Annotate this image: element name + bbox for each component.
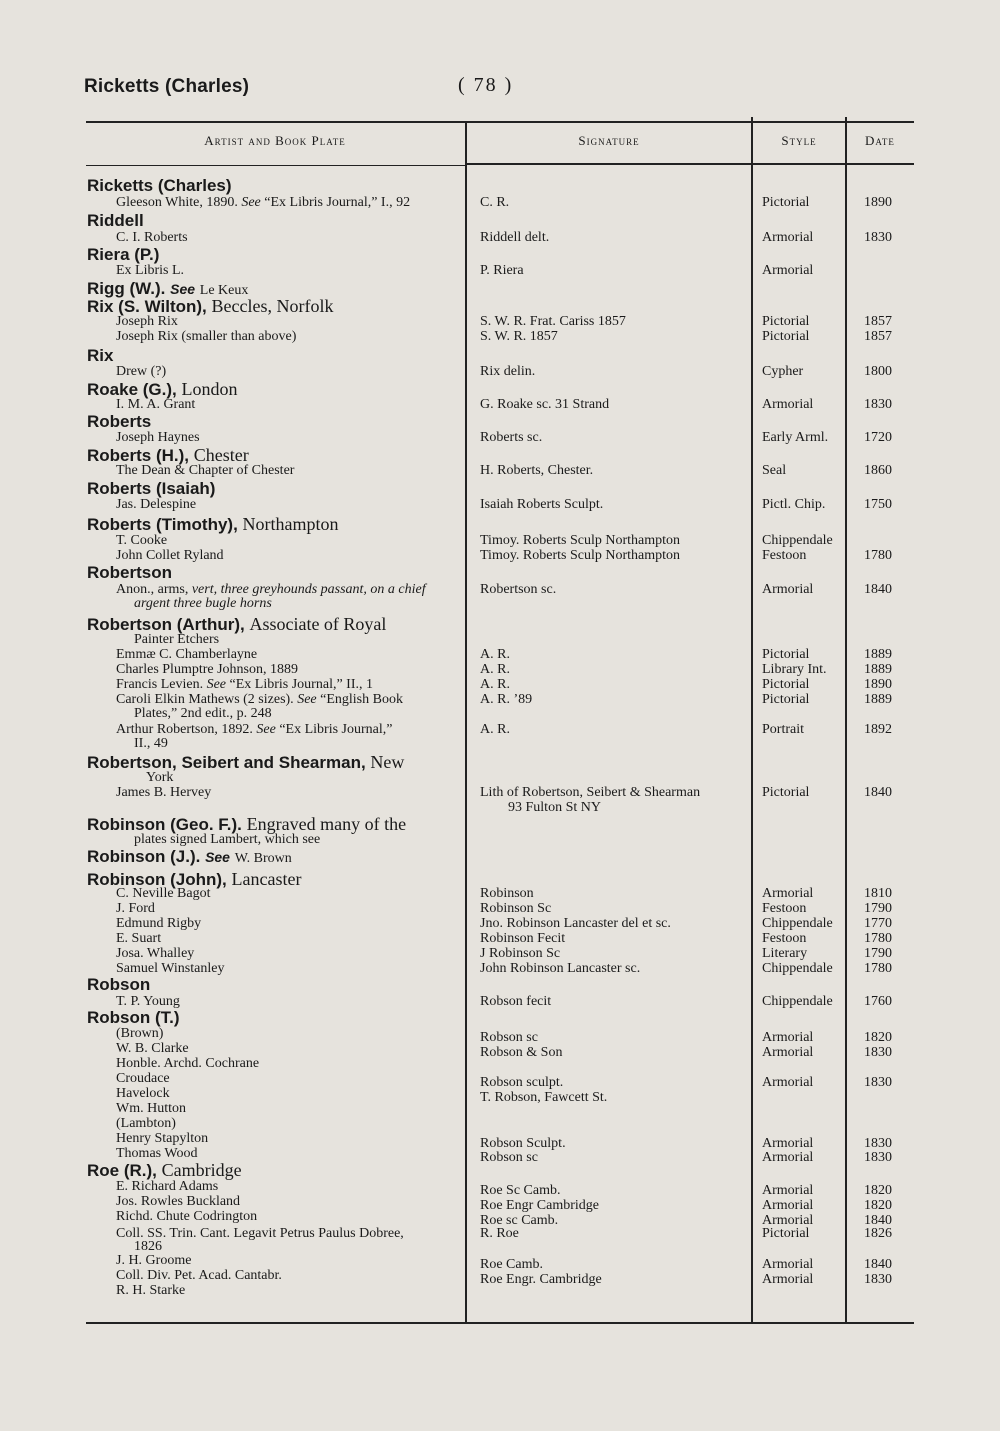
- date-cell: 1810: [864, 886, 892, 901]
- plate-owner: [134, 832, 320, 847]
- plate-owner: [116, 1253, 191, 1268]
- signature-cell: Rix delin.: [480, 364, 536, 379]
- owner-name: Emmæ C. Chamberlayne: [116, 647, 258, 662]
- heading-detail: Beccles, Norfolk: [211, 296, 334, 316]
- plate-owner: [116, 1131, 208, 1146]
- style-cell: Seal: [762, 463, 787, 478]
- entry-heading: [87, 1009, 180, 1027]
- date-cell: 1780: [864, 961, 892, 976]
- date-cell: 1857: [864, 314, 892, 329]
- style-cell: Portrait: [762, 722, 804, 737]
- entry-heading: [87, 564, 172, 582]
- owner-name: Coll. SS. Trin. Cant. Legavit Petrus Paulus Dobree,: [116, 1226, 404, 1241]
- see-reference-label: See: [206, 677, 227, 692]
- style-cell: Cypher: [762, 364, 804, 379]
- owner-name: W. B. Clarke: [116, 1041, 189, 1056]
- date-cell: 1889: [864, 692, 892, 707]
- signature-cell: Roe sc Camb.: [480, 1213, 559, 1228]
- signature-cell: Robson fecit: [480, 994, 552, 1009]
- owner-name: E. Suart: [116, 931, 162, 946]
- signature-cell: Riddell delt.: [480, 230, 550, 245]
- signature-cell: Robson sc: [480, 1150, 538, 1165]
- owner-name: Jos. Rowles Buckland: [116, 1194, 241, 1209]
- owner-name: R. H. Starke: [116, 1283, 186, 1298]
- signature-cell: A. R.: [480, 677, 510, 692]
- owner-name: Honble. Archd. Cochrane: [116, 1056, 260, 1071]
- heading-name: Robinson (J.).: [87, 847, 201, 866]
- plate-owner: [134, 736, 168, 751]
- plate-owner: [134, 1239, 162, 1254]
- plate-owner: [116, 497, 196, 512]
- heading-detail: Cambridge: [161, 1160, 242, 1180]
- style-cell: Armorial: [762, 263, 814, 278]
- plate-owner: [116, 1179, 218, 1194]
- style-cell: Early Arml.: [762, 430, 829, 445]
- style-cell: Armorial: [762, 1136, 814, 1151]
- style-cell: Armorial: [762, 1213, 814, 1228]
- heading-name: Robertson, Seibert and Shearman,: [87, 753, 366, 772]
- date-cell: 1820: [864, 1030, 892, 1045]
- owner-name: Gleeson White, 1890.: [116, 195, 238, 210]
- signature-cell: R. Roe: [480, 1226, 519, 1241]
- plate-owner: [116, 946, 194, 961]
- heading-name: Robson (T.): [87, 1008, 180, 1027]
- plate-owner: [116, 886, 211, 901]
- owner-name: Coll. Div. Pet. Acad. Cantabr.: [116, 1268, 282, 1283]
- signature-cell: P. Riera: [480, 263, 524, 278]
- plate-owner: [116, 1041, 189, 1056]
- owner-name: Croudace: [116, 1071, 170, 1086]
- plate-owner: [116, 994, 180, 1009]
- date-cell: 1830: [864, 397, 892, 412]
- heading-name: Robertson (Arthur),: [87, 615, 245, 634]
- signature-cell: Robson sc: [480, 1030, 538, 1045]
- signature-cell: Lith of Robertson, Seibert & Shearman: [480, 785, 701, 800]
- owner-name: Plates,” 2nd edit., p. 248: [134, 706, 272, 721]
- signature-cell: Robinson Fecit: [480, 931, 566, 946]
- date-cell: 1830: [864, 1136, 892, 1151]
- plate-owner: [116, 230, 188, 245]
- signature-cell: 93 Fulton St NY: [508, 800, 601, 815]
- plate-owner: [116, 1194, 240, 1209]
- plate-owner: [134, 706, 272, 721]
- style-cell: Armorial: [762, 1183, 814, 1198]
- owner-name: I. M. A. Grant: [116, 397, 196, 412]
- see-reference-label: See: [170, 281, 196, 297]
- entry-heading: [87, 413, 151, 431]
- owner-name: Francis Levien.: [116, 677, 204, 692]
- date-cell: 1840: [864, 582, 892, 597]
- see-reference: “Ex Libris Journal,” II., 1: [229, 677, 373, 692]
- plate-owner: [116, 364, 166, 379]
- style-cell: Pictorial: [762, 785, 810, 800]
- entry-heading: [87, 976, 150, 994]
- owner-name: Richd. Chute Codrington: [116, 1209, 258, 1224]
- style-cell: Armorial: [762, 1045, 814, 1060]
- heading-name: Roberts (Isaiah): [87, 479, 216, 498]
- signature-cell: John Robinson Lancaster sc.: [480, 961, 641, 976]
- see-reference: “Ex Libris Journal,” I., 92: [264, 195, 411, 210]
- style-cell: Festoon: [762, 931, 807, 946]
- date-cell: 1840: [864, 1213, 892, 1228]
- plate-owner: [116, 662, 298, 677]
- style-cell: Armorial: [762, 230, 814, 245]
- heading-name: Rix: [87, 346, 114, 365]
- plate-owner: [116, 195, 410, 210]
- plate-owner: [116, 1268, 282, 1283]
- heading-detail: London: [181, 379, 238, 399]
- heading-name: Roe (R.),: [87, 1161, 157, 1180]
- owner-name: Thomas Wood: [116, 1146, 198, 1161]
- style-cell: Festoon: [762, 901, 807, 916]
- table-header-rule: [86, 165, 466, 166]
- date-cell: 1770: [864, 916, 892, 931]
- signature-cell: Robson Sculpt.: [480, 1136, 566, 1151]
- style-cell: Pictl. Chip.: [762, 497, 826, 512]
- style-cell: Armorial: [762, 1075, 814, 1090]
- style-cell: Armorial: [762, 397, 814, 412]
- heading-name: Roberts (H.),: [87, 446, 189, 465]
- style-cell: Chippendale: [762, 961, 833, 976]
- owner-name: T. P. Young: [116, 994, 180, 1009]
- plate-owner: [116, 1116, 176, 1131]
- style-cell: Library Int.: [762, 662, 827, 677]
- date-cell: 1860: [864, 463, 892, 478]
- owner-name: Arthur Robertson, 1892.: [116, 722, 253, 737]
- plate-owner: [134, 632, 219, 647]
- date-cell: 1890: [864, 677, 892, 692]
- owner-name: James B. Hervey: [116, 785, 212, 800]
- blazon-text: argent three bugle horns: [134, 596, 272, 611]
- heading-detail: Engraved many of the: [246, 814, 407, 834]
- column-header-date: Date: [865, 133, 895, 148]
- plate-owner: [116, 463, 294, 478]
- see-reference: W. Brown: [234, 851, 292, 866]
- plate-owner: [116, 1071, 170, 1086]
- date-cell: 1780: [864, 931, 892, 946]
- date-cell: 1780: [864, 548, 892, 563]
- heading-detail: New: [370, 752, 405, 772]
- plate-owner: [116, 785, 211, 800]
- owner-name: 1826: [134, 1239, 162, 1254]
- owner-name: Henry Stapylton: [116, 1131, 209, 1146]
- owner-name: Jas. Delespine: [116, 497, 197, 512]
- plate-owner: [116, 647, 257, 662]
- signature-cell: Roe Camb.: [480, 1257, 543, 1272]
- signature-cell: C. R.: [480, 195, 510, 210]
- entry-heading: [87, 347, 113, 365]
- signature-cell: Roberts sc.: [480, 430, 543, 445]
- signature-cell: G. Roake sc. 31 Strand: [480, 397, 610, 412]
- see-reference-label: See: [256, 722, 276, 737]
- plate-owner: [116, 1086, 170, 1101]
- date-cell: 1820: [864, 1183, 892, 1198]
- entry-heading: [87, 480, 215, 498]
- plate-owner: [146, 770, 173, 785]
- date-cell: 1889: [864, 662, 892, 677]
- owner-name: Edmund Rigby: [116, 916, 202, 931]
- heading-detail: Lancaster: [231, 869, 302, 889]
- plate-owner: [116, 263, 184, 278]
- see-reference: “English Book: [320, 692, 403, 707]
- style-cell: Armorial: [762, 1257, 814, 1272]
- style-cell: Armorial: [762, 582, 814, 597]
- heading-detail: Chester: [193, 445, 249, 465]
- owner-name: Wm. Hutton: [116, 1101, 186, 1116]
- owner-name: Charles Plumptre Johnson, 1889: [116, 662, 298, 677]
- owner-name: Anon., arms,: [116, 582, 189, 597]
- owner-name: Painter Etchers: [134, 632, 220, 647]
- entry-heading: [87, 753, 404, 772]
- owner-name: The Dean & Chapter of Chester: [116, 463, 295, 478]
- signature-cell: Timoy. Roberts Sculp Northampton: [480, 533, 681, 548]
- plate-owner: [116, 1026, 163, 1041]
- style-cell: Chippendale: [762, 916, 833, 931]
- heading-name: Rigg (W.).: [87, 279, 166, 298]
- date-cell: 1830: [864, 1045, 892, 1060]
- style-cell: Chippendale: [762, 994, 833, 1009]
- signature-cell: A. R.: [480, 662, 510, 677]
- owner-name: Joseph Rix: [116, 314, 178, 329]
- owner-name: John Collet Ryland: [116, 548, 224, 563]
- signature-cell: Robertson sc.: [480, 582, 557, 597]
- owner-name: J. Ford: [116, 901, 155, 916]
- date-cell: 1720: [864, 430, 892, 445]
- plate-owner: [116, 329, 296, 344]
- see-reference: Le Keux: [199, 283, 249, 298]
- column-header-style: Style: [781, 133, 817, 148]
- plate-owner: [116, 533, 167, 548]
- owner-name: Drew (?): [116, 364, 167, 379]
- signature-cell: Robson sculpt.: [480, 1075, 564, 1090]
- plate-owner: [134, 596, 272, 611]
- plate-owner: [116, 397, 195, 412]
- page-number: ( 78 ): [458, 74, 514, 96]
- date-cell: 1790: [864, 901, 892, 916]
- style-cell: Armorial: [762, 1030, 814, 1045]
- heading-name: Roberts (Timothy),: [87, 515, 238, 534]
- owner-name: Samuel Winstanley: [116, 961, 225, 976]
- style-cell: Chippendale: [762, 533, 833, 548]
- style-cell: Pictorial: [762, 195, 810, 210]
- owner-name: Caroli Elkin Mathews (2 sizes).: [116, 692, 294, 707]
- date-cell: 1889: [864, 647, 892, 662]
- owner-name: Josa. Whalley: [116, 946, 195, 961]
- plate-owner: [116, 1056, 259, 1071]
- heading-name: Robson: [87, 975, 151, 994]
- heading-name: Riddell: [87, 211, 144, 230]
- date-cell: 1830: [864, 1150, 892, 1165]
- heading-name: Robinson (John),: [87, 870, 227, 889]
- see-reference-label: See: [297, 692, 317, 707]
- plate-owner: [116, 961, 224, 976]
- plate-owner: [116, 931, 161, 946]
- plate-owner: [116, 314, 178, 329]
- date-cell: 1800: [864, 364, 892, 379]
- date-cell: 1840: [864, 1257, 892, 1272]
- plate-owner: [116, 692, 403, 707]
- date-cell: 1826: [864, 1226, 892, 1241]
- plate-owner: [116, 430, 200, 445]
- signature-cell: T. Robson, Fawcett St.: [480, 1090, 608, 1105]
- plate-owner: [116, 582, 426, 597]
- entry-heading: [87, 212, 144, 230]
- signature-cell: Robinson: [480, 886, 534, 901]
- plate-owner: [116, 901, 155, 916]
- signature-cell: A. R.: [480, 722, 510, 737]
- column-divider-artist: [465, 123, 467, 1322]
- plate-owner: [116, 722, 392, 737]
- signature-cell: S. W. R. 1857: [480, 329, 558, 344]
- signature-cell: Roe Engr. Cambridge: [480, 1272, 602, 1287]
- date-cell: 1830: [864, 1272, 892, 1287]
- heading-name: Robertson: [87, 563, 172, 582]
- date-cell: 1790: [864, 946, 892, 961]
- owner-name: II., 49: [134, 736, 168, 751]
- signature-cell: J Robinson Sc: [480, 946, 561, 961]
- blazon-text: vert, three greyhounds passant, on a chief: [191, 582, 426, 597]
- style-cell: Pictorial: [762, 692, 810, 707]
- style-cell: Festoon: [762, 548, 807, 563]
- style-cell: Pictorial: [762, 677, 810, 692]
- signature-cell: Jno. Robinson Lancaster del et sc.: [480, 916, 671, 931]
- entry-heading: [87, 515, 339, 534]
- date-cell: 1890: [864, 195, 892, 210]
- date-cell: 1830: [864, 1075, 892, 1090]
- entry-heading: [87, 615, 386, 634]
- style-cell: Pictorial: [762, 647, 810, 662]
- signature-cell: Robson & Son: [480, 1045, 563, 1060]
- column-divider-style: [845, 117, 847, 1322]
- owner-name: (Lambton): [116, 1116, 176, 1131]
- date-cell: 1857: [864, 329, 892, 344]
- plate-owner: [116, 677, 373, 692]
- owner-name: T. Cooke: [116, 533, 168, 548]
- style-cell: Armorial: [762, 1272, 814, 1287]
- plate-owner: [116, 1101, 186, 1116]
- see-reference-label: See: [205, 849, 230, 865]
- see-reference-label: See: [241, 195, 261, 210]
- running-header: Ricketts (Charles): [84, 76, 250, 97]
- signature-cell: Timoy. Roberts Sculp Northampton: [480, 548, 681, 563]
- heading-name: Roake (G.),: [87, 380, 177, 399]
- heading-detail: Associate of Royal: [249, 614, 387, 634]
- plate-owner: [116, 1209, 257, 1224]
- signature-cell: Roe Sc Camb.: [480, 1183, 561, 1198]
- style-cell: Armorial: [762, 1198, 814, 1213]
- owner-name: (Brown): [116, 1026, 164, 1041]
- signature-cell: Robinson Sc: [480, 901, 552, 916]
- signature-cell: H. Roberts, Chester.: [480, 463, 594, 478]
- heading-name: Riera (P.): [87, 245, 160, 264]
- see-reference: “Ex Libris Journal,”: [279, 722, 393, 737]
- table-bottom-rule: [86, 1322, 914, 1324]
- plate-owner: [116, 916, 201, 931]
- heading-name: Ricketts (Charles): [87, 176, 232, 195]
- entry-heading: [87, 848, 292, 868]
- heading-detail: Northampton: [242, 514, 339, 534]
- heading-name: Rix (S. Wilton),: [87, 297, 207, 316]
- style-cell: Pictorial: [762, 1226, 810, 1241]
- style-cell: Armorial: [762, 1150, 814, 1165]
- column-header-artist: Artist and Book Plate: [204, 133, 346, 148]
- style-cell: Literary: [762, 946, 808, 961]
- owner-name: E. Richard Adams: [116, 1179, 219, 1194]
- owner-name: plates signed Lambert, which see: [134, 832, 321, 847]
- signature-cell: A. R.: [480, 647, 510, 662]
- style-cell: Pictorial: [762, 314, 810, 329]
- style-cell: Armorial: [762, 886, 814, 901]
- owner-name: C. I. Roberts: [116, 230, 188, 245]
- owner-name: Havelock: [116, 1086, 170, 1101]
- date-cell: 1750: [864, 497, 892, 512]
- date-cell: 1830: [864, 230, 892, 245]
- date-cell: 1840: [864, 785, 892, 800]
- owner-name: J. H. Groome: [116, 1253, 192, 1268]
- column-header-signature: Signature: [578, 133, 640, 148]
- column-divider-signature: [751, 117, 753, 1322]
- date-cell: 1820: [864, 1198, 892, 1213]
- plate-owner: [116, 1146, 197, 1161]
- date-cell: 1892: [864, 722, 892, 737]
- entry-heading: [87, 177, 232, 195]
- style-cell: Pictorial: [762, 329, 810, 344]
- heading-name: Robinson (Geo. F.).: [87, 815, 242, 834]
- owner-name: Joseph Rix (smaller than above): [116, 329, 297, 344]
- plate-owner: [116, 548, 224, 563]
- owner-name: York: [146, 770, 174, 785]
- heading-name: Roberts: [87, 412, 152, 431]
- table-top-rule: [86, 121, 914, 123]
- signature-cell: A. R. ’89: [480, 692, 533, 707]
- entry-heading: [87, 246, 159, 264]
- signature-cell: Roe Engr Cambridge: [480, 1198, 599, 1213]
- plate-owner: [116, 1283, 185, 1298]
- signature-cell: S. W. R. Frat. Cariss 1857: [480, 314, 626, 329]
- owner-name: C. Neville Bagot: [116, 886, 211, 901]
- entry-heading: [87, 1161, 242, 1180]
- owner-name: Ex Libris L.: [116, 263, 185, 278]
- date-cell: 1760: [864, 994, 892, 1009]
- signature-cell: Isaiah Roberts Sculpt.: [480, 497, 604, 512]
- owner-name: Joseph Haynes: [116, 430, 200, 445]
